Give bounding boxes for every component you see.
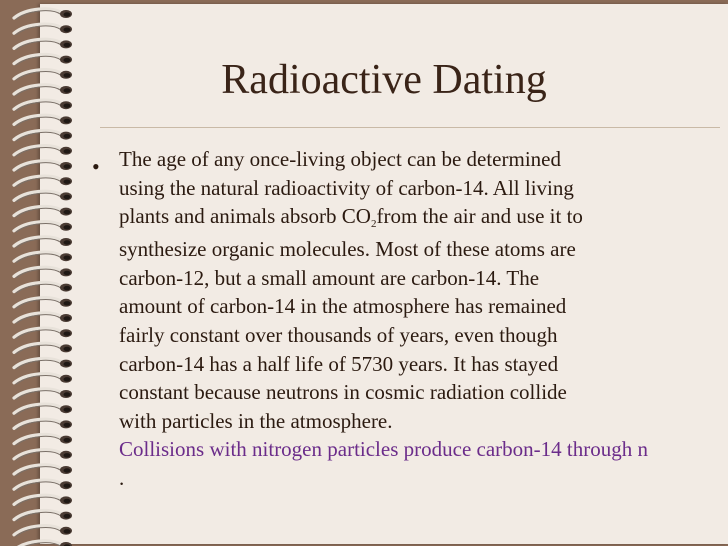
bullet-paragraph bbox=[119, 145, 728, 493]
bullet-marker: • bbox=[92, 154, 100, 179]
paragraph-line: amount of carbon-14 in the atmosphere has remained bbox=[119, 294, 567, 319]
trailing-period: . bbox=[119, 465, 125, 490]
highlight-line: Collisions with nitrogen particles produce carbon-14 through n bbox=[119, 437, 648, 462]
paragraph-line: constant because neutrons in cosmic radiation collide bbox=[119, 380, 567, 405]
slide-title: Radioactive Dating bbox=[221, 57, 547, 103]
paragraph-line: using the natural radioactivity of carbon-14. All living bbox=[119, 175, 574, 200]
co2-text: plants and animals absorb CO bbox=[119, 204, 371, 229]
paragraph-line: carbon-12, but a small amount are carbon-14. The bbox=[119, 265, 540, 290]
paragraph-line: fairly constant over thousands of years, even though bbox=[119, 322, 558, 347]
title-divider bbox=[100, 127, 720, 128]
paragraph-line: carbon-14 has a half life of 5730 years. It has stayed bbox=[119, 351, 559, 376]
paragraph-line: synthesize organic molecules. Most of these atoms are bbox=[119, 237, 576, 262]
co2-continuation: from the air and use it to bbox=[376, 204, 583, 229]
paragraph-line bbox=[119, 202, 728, 235]
co2-subscript: 2 bbox=[370, 218, 377, 231]
paragraph-line: with particles in the atmosphere. bbox=[119, 408, 393, 433]
paragraph-line: The age of any once-living object can be determined bbox=[119, 147, 561, 171]
